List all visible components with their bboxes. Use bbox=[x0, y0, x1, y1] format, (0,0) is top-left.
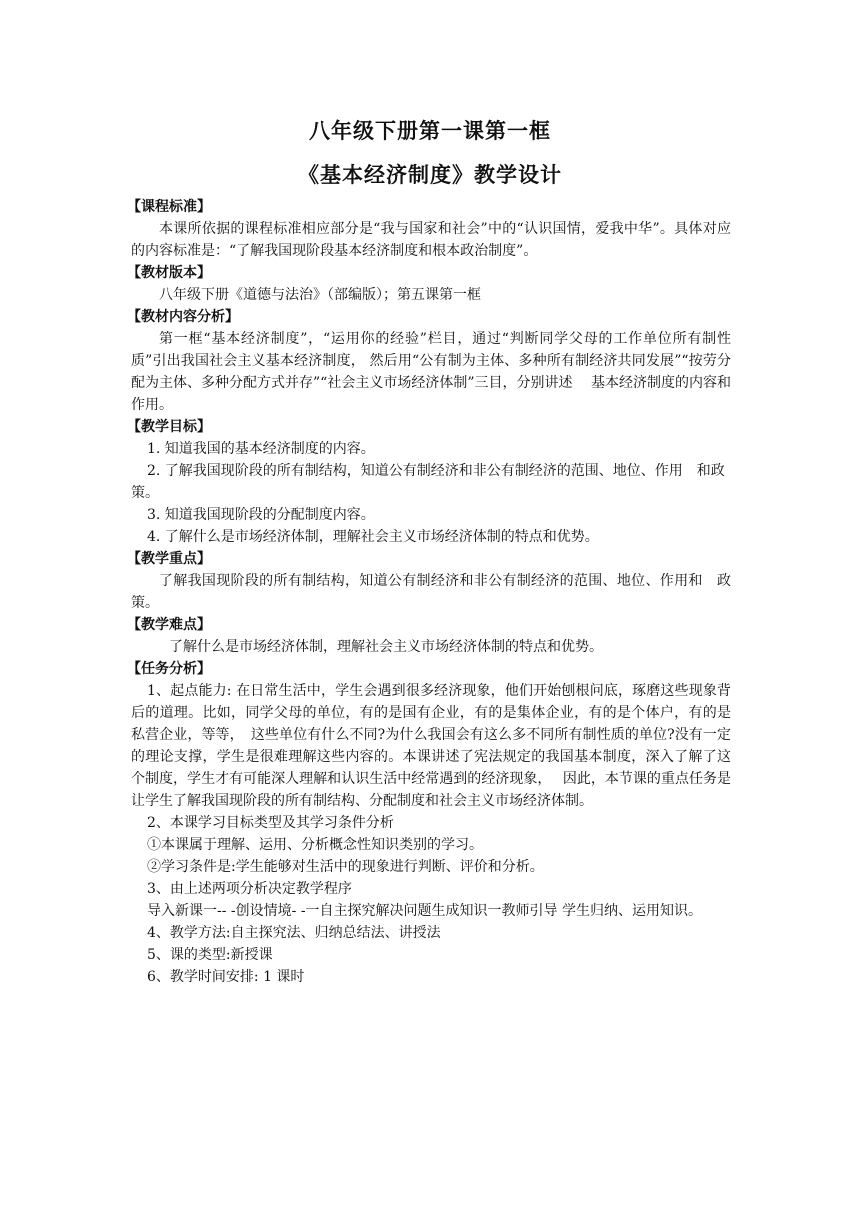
objective-item: 4. 了解什么是市场经济体制，理解社会主义市场经济体制的特点和优势。 bbox=[147, 529, 599, 545]
section-heading-key-points: 【教学重点】 bbox=[127, 551, 211, 567]
section-heading-difficulties: 【教学难点】 bbox=[127, 617, 211, 633]
key-points-paragraph: 了解我国现阶段的所有制结构，知道公有制经济和非公有制经济的范围、地位、作用和 政策。 bbox=[131, 573, 731, 611]
task-paragraph: 2、本课学习目标类型及其学习条件分析 bbox=[147, 815, 394, 831]
section-heading-curriculum: 【课程标准】 bbox=[127, 199, 211, 215]
task-paragraph: ①本课属于理解、运用、分析概念性知识类别的学习。 bbox=[147, 837, 483, 853]
task-paragraph: 导入新课一-- -创设情境- -一自主探究解决问题生成知识一教师引导 学生归纳、运用知识。 bbox=[147, 903, 703, 919]
edition-paragraph: 八年级下册《道德与法治》（部编版）；第五课第一框 bbox=[159, 287, 481, 303]
title-line-1: 八年级下册第一课第一框 bbox=[309, 118, 551, 143]
task-paragraph: 5、课的类型:新授课 bbox=[147, 947, 273, 963]
section-heading-content-analysis: 【教材内容分析】 bbox=[127, 309, 239, 325]
task-paragraph: ②学习条件是:学生能够对生活中的现象进行判断、评价和分析。 bbox=[147, 859, 544, 875]
difficulties-paragraph: 了解什么是市场经济体制，理解社会主义市场经济体制的特点和优势。 bbox=[169, 639, 603, 655]
curriculum-paragraph: 本课所依据的课程标准相应部分是“我与国家和社会”中的“认识国情，爱我中华”。具体对应的内容标准是：“了解我国现阶段基本经济制度和根本政治制度”。 bbox=[131, 221, 731, 259]
task-paragraph: 1、起点能力: 在日常生活中，学生会遇到很多经济现象，他们开始刨根问底，琢磨这些现象背后的道理。比如，同学父母的单位，有的是国有企业，有的是集体企业，有的是个体户，有的是私营企业，等等， 这些单位有什么不同?为什么我国会有这么多不同所有制性质的单位?没有一定的理论支撑，学生是很难理解这些内容的。本课讲述了宪法规定的我国基本制度，深入了解了这个制度，学生才有可能深人理解和认识生活中经常遇到的经济现象， 因此，本节课的重点任务是让学生了解我国现阶段的所有制结构、分配制度和社会主义市场经济体制。 bbox=[131, 683, 731, 809]
objective-item: 2. 了解我国现阶段的所有制结构，知道公有制经济和非公有制经济的范围、地位、作用 和政策。 bbox=[131, 463, 725, 501]
task-paragraph: 4、教学方法:自主探究法、归纳总结法、讲授法 bbox=[147, 925, 441, 941]
title-line-2: 《基本经济制度》教学设计 bbox=[298, 162, 562, 187]
section-heading-objectives: 【教学目标】 bbox=[127, 419, 211, 435]
section-heading-edition: 【教材版本】 bbox=[127, 265, 211, 281]
task-paragraph: 6、教学时间安排: 1 课时 bbox=[147, 969, 305, 985]
objective-item: 1. 知道我国的基本经济制度的内容。 bbox=[147, 441, 375, 457]
section-heading-task-analysis: 【任务分析】 bbox=[127, 661, 211, 677]
content-analysis-paragraph: 第一框“基本经济制度”，“运用你的经验”栏目，通过“判断同学父母的工作单位所有制性质”引出我国社会主义基本经济制度， 然后用“公有制为主体、多种所有制经济共同发展”“按劳分配为主体、多种分配方式并存”“社会主义市场经济体制”三目，分别讲述 基本经济制度的内容和作用。 bbox=[131, 331, 731, 413]
task-paragraph: 3、由上述两项分析决定教学程序 bbox=[147, 881, 352, 897]
objective-item: 3. 知道我国现阶段的分配制度内容。 bbox=[147, 507, 375, 523]
document-body bbox=[127, 196, 731, 988]
